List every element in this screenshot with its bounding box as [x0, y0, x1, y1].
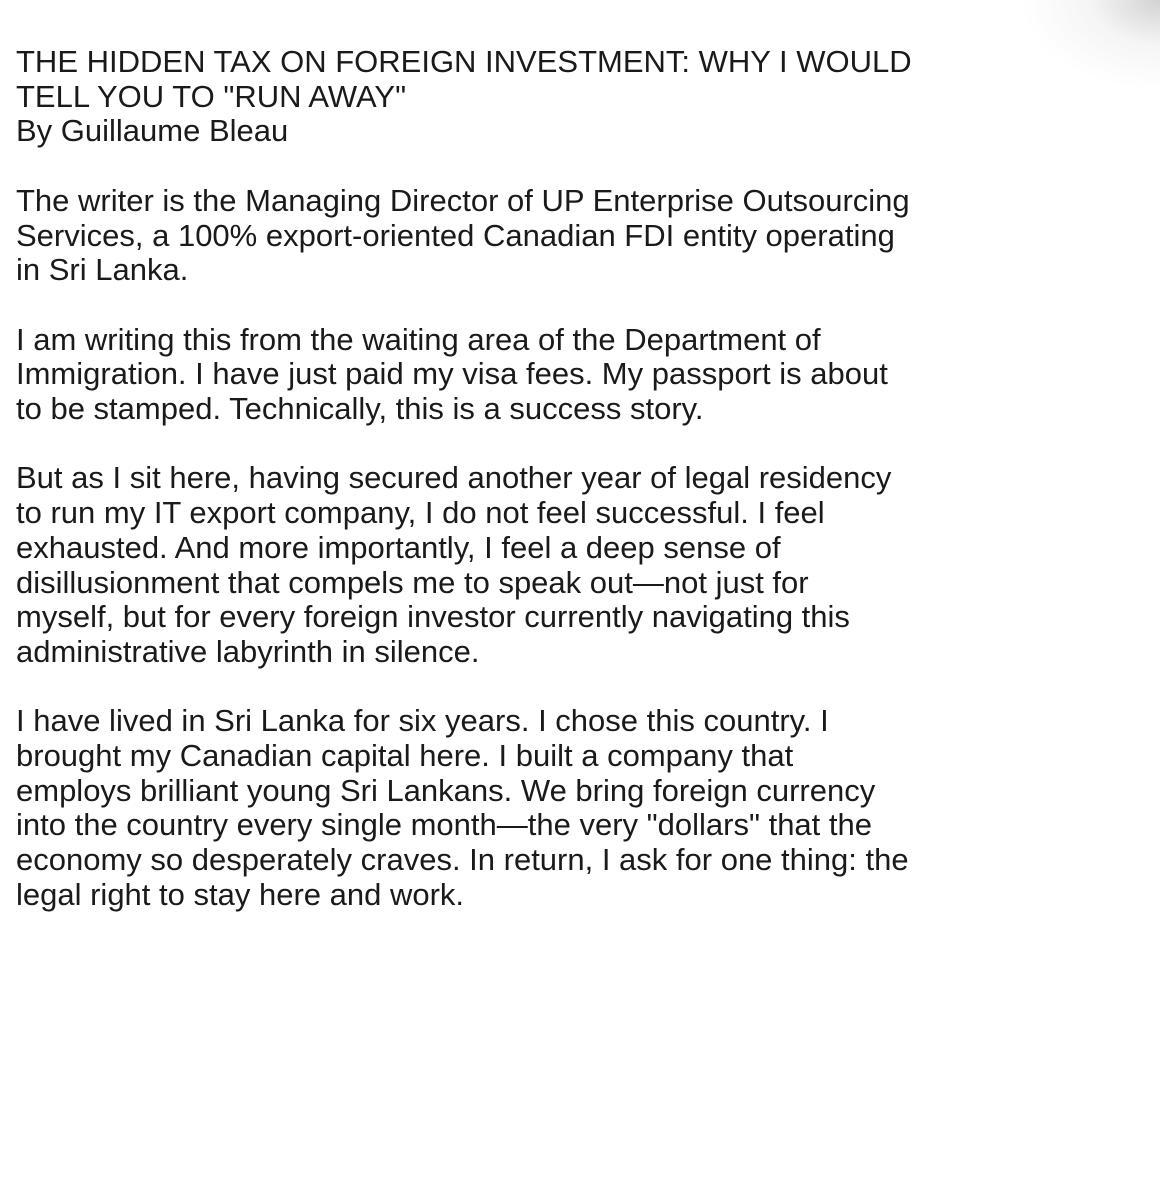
paragraph-line: administrative labyrinth in silence.: [16, 633, 480, 669]
article-title-line: TELL YOU TO "RUN AWAY": [16, 78, 407, 114]
paragraph-line: employs brilliant young Sri Lankans. We bring foreign currency: [16, 772, 876, 808]
article-byline: By Guillaume Bleau: [16, 113, 289, 149]
paragraph-line: myself, but for every foreign investor currently navigating this: [16, 599, 850, 635]
paragraph-six-years: [16, 704, 1156, 912]
paragraph-writer-bio: [16, 184, 1156, 288]
paragraph-line: Immigration. I have just paid my visa fees. My passport is about: [16, 356, 888, 392]
paragraph-line: The writer is the Managing Director of UP Enterprise Outsourcing: [16, 182, 910, 218]
article-header: [16, 45, 1156, 149]
paragraph-line: exhausted. And more importantly, I feel a deep sense of: [16, 529, 781, 565]
paragraph-line: in Sri Lanka.: [16, 252, 189, 288]
article-text[interactable]: [16, 45, 1156, 947]
paragraph-line: I am writing this from the waiting area of the Department of: [16, 321, 821, 357]
paragraph-line: economy so desperately craves. In return, I ask for one thing: the: [16, 842, 909, 878]
paragraph-line: disillusionment that compels me to speak out—not just for: [16, 564, 809, 600]
article-title-line: THE HIDDEN TAX ON FOREIGN INVESTMENT: WHY I WOULD: [16, 44, 912, 79]
paragraph-line: brought my Canadian capital here. I built a company that: [16, 738, 794, 773]
paragraph-line: legal right to stay here and work.: [16, 876, 465, 912]
paragraph-line: I have lived in Sri Lanka for six years. I chose this country. I: [16, 703, 829, 739]
paragraph-line: But as I sit here, having secured another year of legal residency: [16, 460, 892, 496]
paragraph-line: to be stamped. Technically, this is a success story.: [16, 391, 704, 426]
paragraph-immigration: [16, 323, 1156, 427]
paragraph-line: to run my IT export company, I do not feel successful. I feel: [16, 495, 825, 531]
paragraph-line: into the country every single month—the very "dollars" that the: [16, 807, 872, 843]
paragraph-line: Services, a 100% export-oriented Canadian FDI entity operating: [16, 217, 895, 253]
paragraph-disillusionment: [16, 461, 1156, 669]
